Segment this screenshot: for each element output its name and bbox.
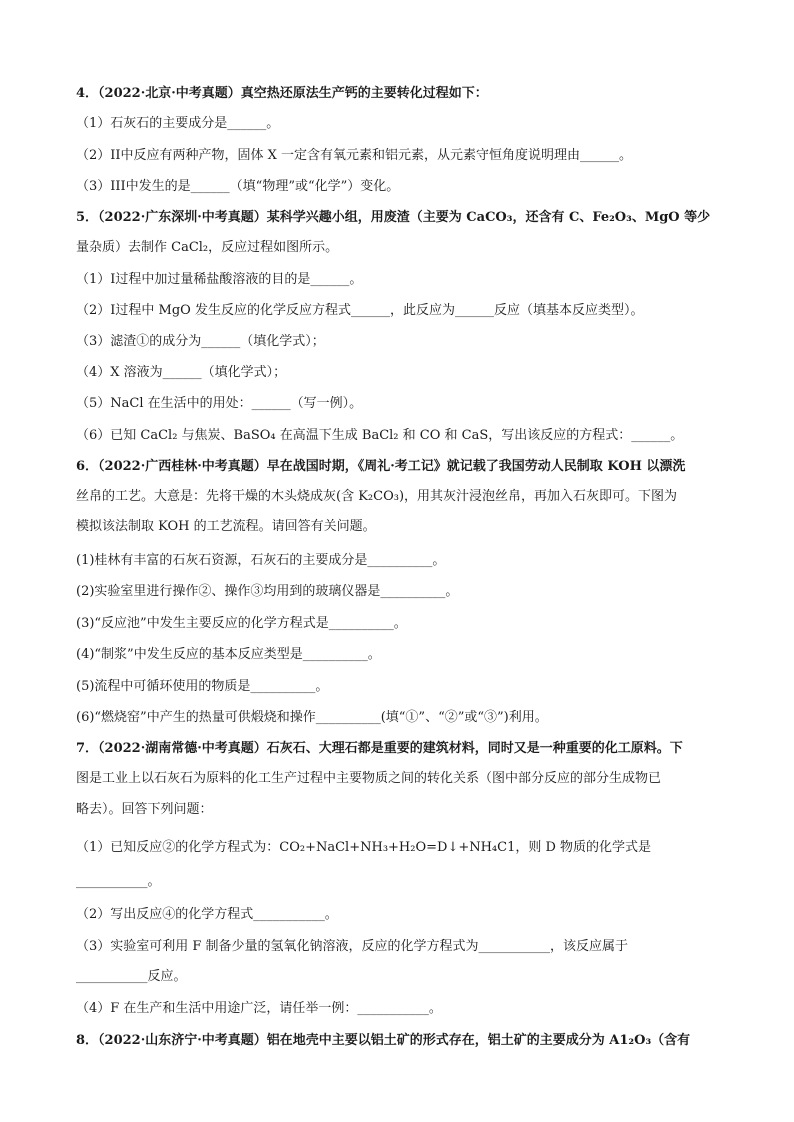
question-6-part-6: (6)“燃烧窑”中产生的热量可供煅烧和操作__________(填“①”、“②”或“③”)利用。 <box>76 710 548 725</box>
question-4-part-3: （3）III中发生的是______（填“物理”或“化学”）变化。 <box>76 179 400 194</box>
question-6-part-5: (5)流程中可循环使用的物质是__________。 <box>76 679 329 694</box>
question-6-part-3: (3)“反应池”中发生主要反应的化学方程式是__________。 <box>76 616 407 631</box>
question-5-part-6: （6）已知 CaCl₂ 与焦炭、BaSO₄ 在高温下生成 BaCl₂ 和 CO 和 CaS，写出该反应的方程式：______。 <box>76 428 684 443</box>
question-5-part-3: （3）滤渣①的成分为______（填化学式）； <box>76 334 325 349</box>
question-7-part-2: （2）写出反应④的化学方程式___________。 <box>76 907 338 922</box>
question-7-part-4: （4）F 在生产和生活中用途广泛，请任举一例：___________。 <box>76 1001 442 1016</box>
question-4-stem: 4．（2022·北京·中考真题）真空热还原法生产钙的主要转化过程如下： <box>76 86 488 101</box>
question-6-stem: 6．（2022·广西桂林·中考真题）早在战国时期，《周礼·考工记》就记载了我国劳动人民制取 KOH 以漂洗 <box>76 459 686 474</box>
question-7-part-3: （3）实验室可利用 F 制备少量的氢氧化钠溶液，反应的化学方程式为___________，该反应属于 <box>76 939 629 954</box>
question-5-stem: 5．（2022·广东深圳·中考真题）某科学兴趣小组，用废渣（主要为 CaCO₃，还含有 C、Fe₂O₃、MgO 等少 <box>76 210 711 225</box>
question-7-part-1: （1）已知反应②的化学方程式为：CO₂+NaCl+NH₃+H₂O=D↓+NH₄C1，则 D 物质的化学式是 <box>76 840 652 855</box>
question-7-part-3-cont: ___________反应。 <box>76 969 187 984</box>
question-7-stem: 7．（2022·湖南常德·中考真题）石灰石、大理石都是重要的建筑材料，同时又是一种重要的化工原料。下 <box>76 741 683 756</box>
question-6-stem-cont-2: 模拟该法制取 KOH 的工艺流程。请回答有关问题。 <box>76 519 376 534</box>
question-6-part-1: (1)桂林有丰富的石灰石资源，石灰石的主要成分是__________。 <box>76 553 446 568</box>
question-5-part-5: （5）NaCl 在生活中的用处：______（写一例）。 <box>76 396 363 411</box>
question-6-part-2: (2)实验室里进行操作②、操作③均用到的玻璃仪器是__________。 <box>76 584 459 599</box>
question-6-part-4: (4)“制浆”中发生反应的基本反应类型是__________。 <box>76 647 381 662</box>
question-5-part-4: （4）X 溶液为______（填化学式）； <box>76 365 287 380</box>
question-5-stem-cont: 量杂质）去制作 CaCl₂，反应过程如图所示。 <box>76 240 339 255</box>
question-6-stem-cont-1: 丝帛的工艺。大意是：先将干燥的木头烧成灰(含 K₂CO₃)，用其灰汁浸泡丝帛，再加入石灰即可。下图为 <box>76 489 678 504</box>
question-7-stem-cont-2: 略去）。回答下列问题： <box>76 802 213 817</box>
question-5-part-2: （2）I过程中 MgO 发生反应的化学反应方程式______，此反应为______反应（填基本反应类型）。 <box>76 303 644 318</box>
question-5-part-1: （1）I过程中加过量稀盐酸溶液的目的是______。 <box>76 272 363 287</box>
question-7-stem-cont-1: 图是工业上以石灰石为原料的化工生产过程中主要物质之间的转化关系（图中部分反应的部分生成物已 <box>76 771 662 786</box>
question-7-part-1-blank: ___________。 <box>76 874 161 889</box>
question-8-stem: 8．（2022·山东济宁·中考真题）铝在地壳中主要以铝土矿的形式存在，铝土矿的主要成分为 A1₂O₃（含有 <box>76 1033 691 1048</box>
question-4-part-2: （2）II中反应有两种产物，固体 X 一定含有氧元素和铝元素，从元素守恒角度说明理由______。 <box>76 148 633 163</box>
question-4-part-1: （1）石灰石的主要成分是______。 <box>76 116 280 131</box>
